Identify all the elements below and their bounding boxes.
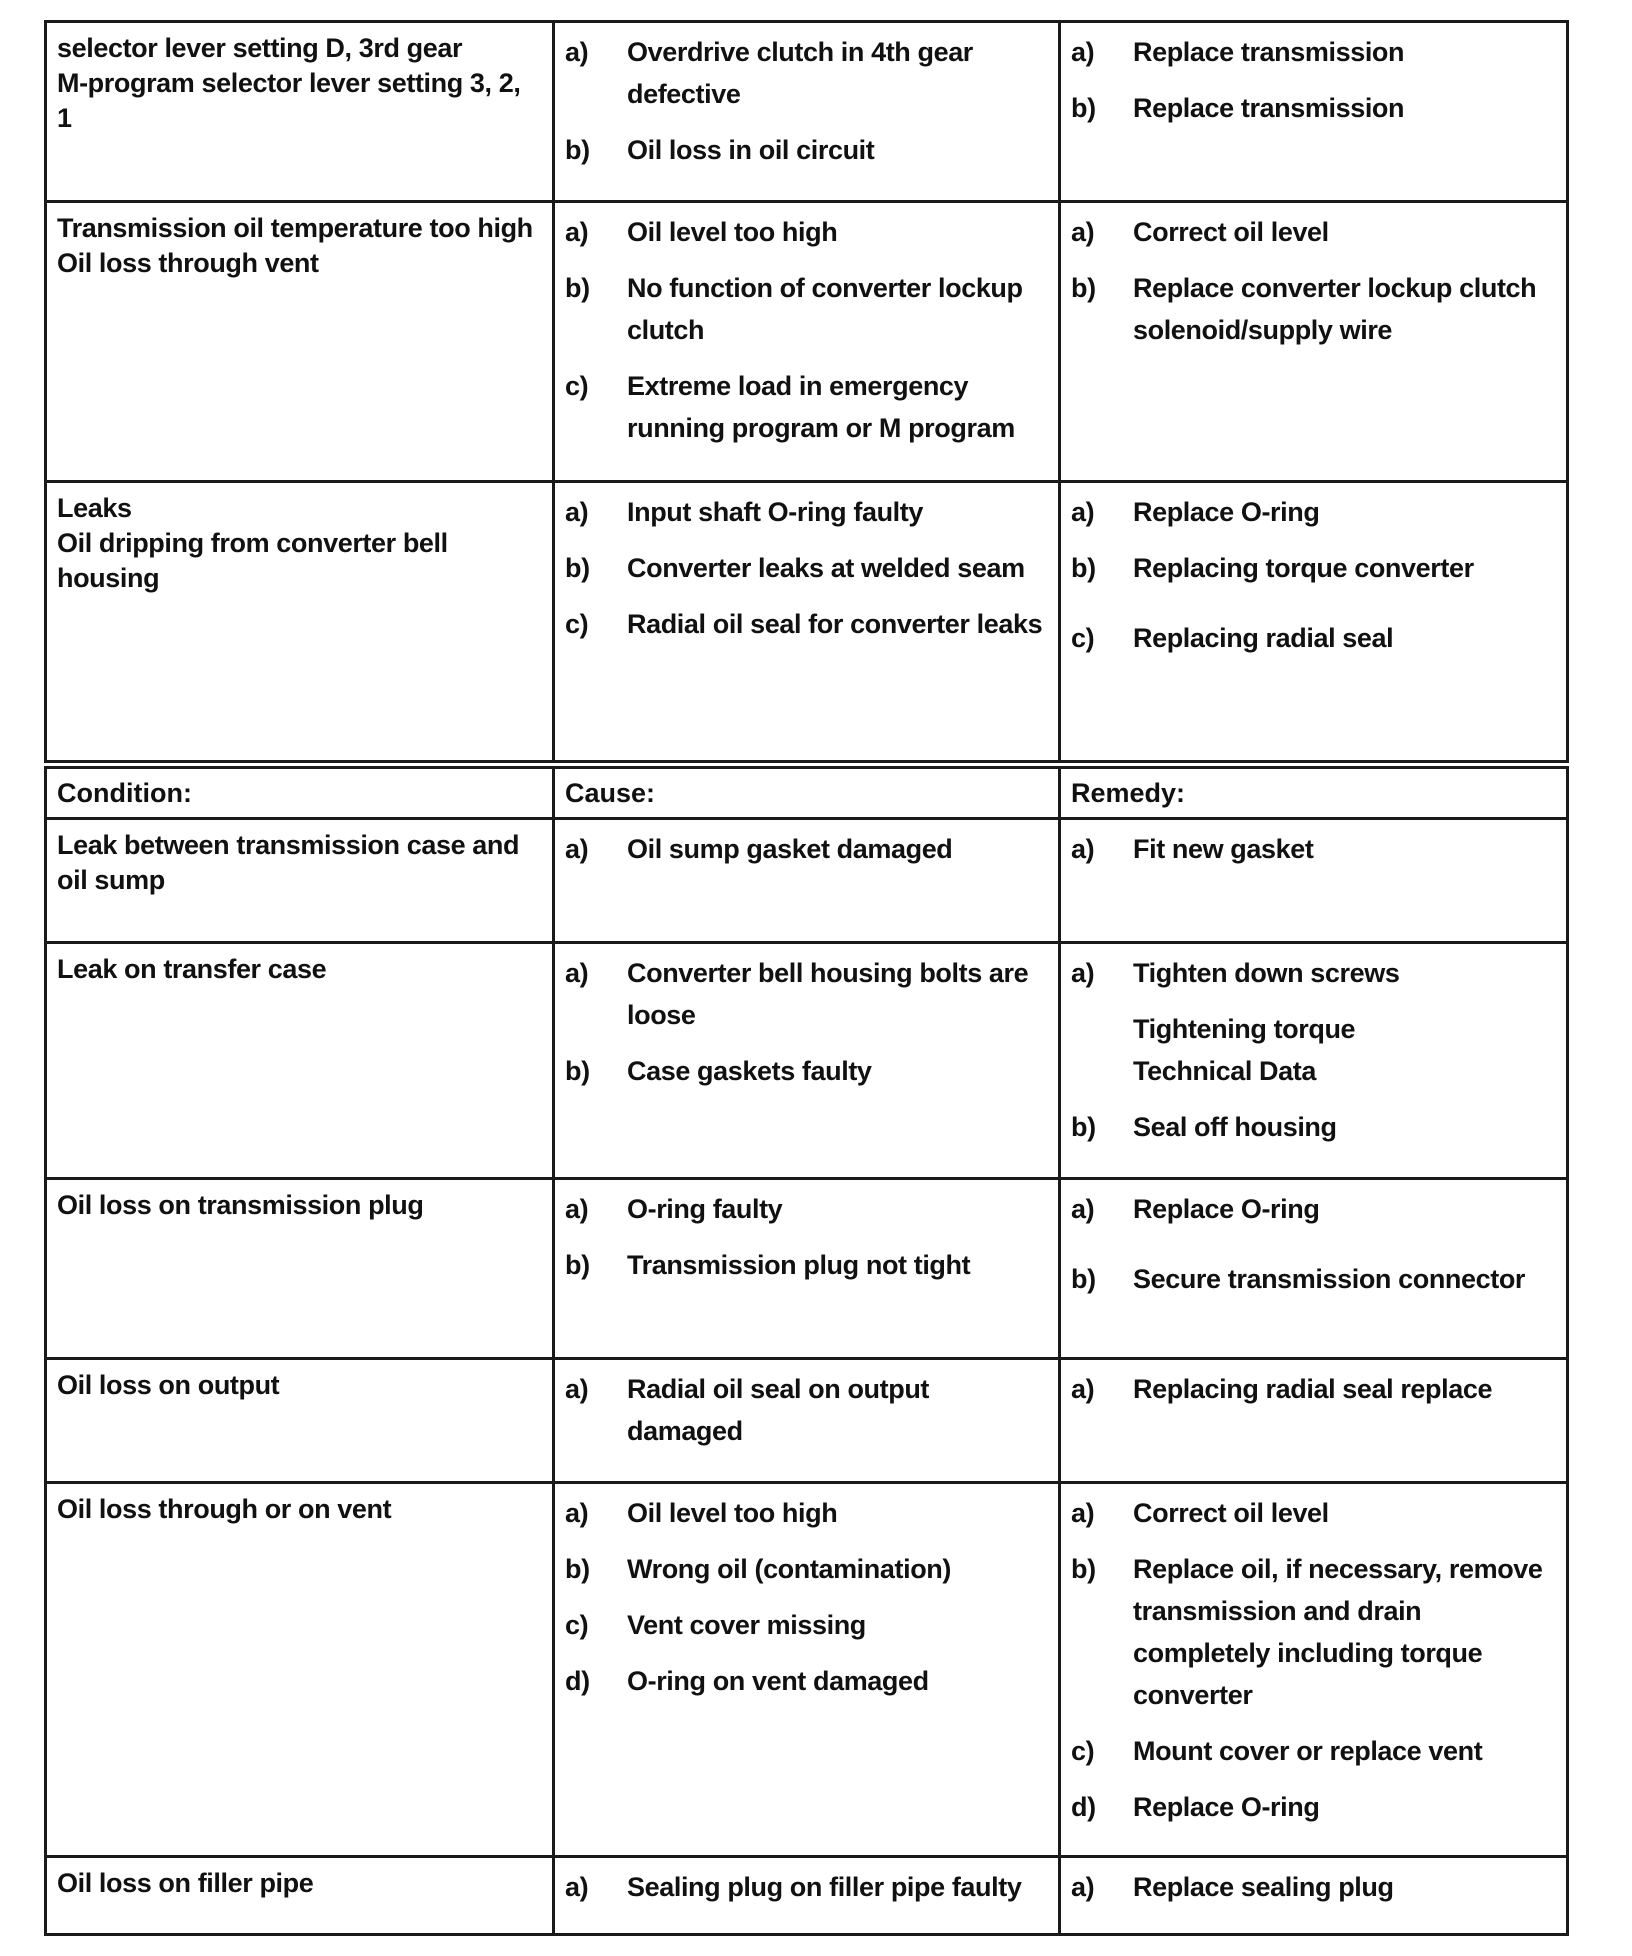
item-marker: b) [565, 1554, 590, 1584]
remedy-cell [1060, 1483, 1568, 1857]
item-marker: d) [1071, 1792, 1096, 1822]
remedy-item [1071, 1492, 1556, 1534]
remedy-item [1071, 1368, 1556, 1410]
item-marker: b) [1071, 93, 1096, 123]
item-marker: b) [565, 553, 590, 583]
remedy-item [1071, 267, 1556, 351]
item-marker: c) [1071, 623, 1095, 653]
remedy-item [1071, 547, 1556, 589]
condition-text: Oil loss through or on vent [57, 1494, 392, 1524]
item-marker: c) [1071, 1736, 1095, 1766]
item-text: Oil level too high [627, 217, 838, 247]
remedy-item [1071, 1786, 1556, 1828]
remedy-cell [1060, 1179, 1568, 1359]
table-row [46, 943, 1568, 1179]
item-marker: b) [565, 135, 590, 165]
remedy-cell [1060, 482, 1568, 762]
cause-item [565, 491, 1048, 533]
item-text: Tighten down screws [1133, 958, 1400, 988]
item-marker: b) [1071, 1264, 1096, 1294]
cause-item [565, 267, 1048, 351]
cause-cell [554, 943, 1060, 1179]
item-text: Replace transmission [1133, 37, 1405, 67]
item-text: Transmission plug not tight [627, 1250, 971, 1280]
cause-cell [554, 482, 1060, 762]
item-marker: a) [1071, 1374, 1095, 1404]
remedy-item [1071, 1548, 1556, 1716]
item-text: No function of converter lockup clutch [627, 273, 1023, 345]
cause-cell [554, 1483, 1060, 1857]
item-marker: b) [1071, 1112, 1096, 1142]
item-text: Secure transmission connector [1133, 1264, 1526, 1294]
troubleshooting-table [44, 20, 1569, 1936]
cause-item [565, 1866, 1048, 1908]
item-marker: a) [1071, 1498, 1095, 1528]
cause-cell [554, 1857, 1060, 1935]
remedy-item [1071, 1188, 1556, 1230]
condition-cell [46, 943, 554, 1179]
cause-cell [554, 1179, 1060, 1359]
item-text: Radial oil seal on output damaged [627, 1374, 930, 1446]
item-text: Replace converter lockup clutch solenoid/supply wire [1133, 273, 1537, 345]
condition-text: Leak between transmission case and oil sump [57, 830, 520, 895]
item-marker: a) [565, 497, 589, 527]
cause-item [565, 952, 1048, 1036]
item-text: Input shaft O-ring faulty [627, 497, 923, 527]
item-marker: c) [565, 1610, 589, 1640]
cause-item [565, 211, 1048, 253]
condition-text: selector lever setting D, 3rd gear M-program selector lever setting 3, 2, 1 [57, 33, 521, 133]
remedy-cell [1060, 22, 1568, 202]
remedy-item [1071, 87, 1556, 129]
item-marker [1071, 1008, 1133, 1092]
item-marker: a) [565, 958, 589, 988]
remedy-cell [1060, 943, 1568, 1179]
item-marker: a) [565, 1374, 589, 1404]
item-marker: a) [1071, 1194, 1095, 1224]
item-marker: b) [565, 273, 590, 303]
item-text: Mount cover or replace vent [1133, 1736, 1483, 1766]
item-marker: b) [1071, 1554, 1096, 1584]
item-marker: a) [565, 1872, 589, 1902]
header-row [46, 768, 1568, 819]
item-text: Extreme load in emergency running program or M program [627, 371, 1015, 443]
item-marker: a) [1071, 1872, 1095, 1902]
item-marker: a) [565, 217, 589, 247]
item-text: Oil sump gasket damaged [627, 834, 953, 864]
cause-cell [554, 1359, 1060, 1483]
remedy-cell [1060, 819, 1568, 943]
cause-item [565, 547, 1048, 589]
item-text: O-ring on vent damaged [627, 1666, 929, 1696]
cause-item [565, 1548, 1048, 1590]
item-text: Replacing radial seal replace [1133, 1374, 1493, 1404]
cause-item [565, 129, 1048, 171]
item-marker: a) [1071, 834, 1095, 864]
remedy-item [1071, 952, 1556, 994]
condition-cell [46, 1483, 554, 1857]
remedy-item [1071, 1106, 1556, 1148]
item-marker: a) [1071, 497, 1095, 527]
table-header [46, 768, 1568, 819]
condition-cell [46, 202, 554, 482]
remedy-item [1071, 828, 1556, 870]
item-text: Wrong oil (contamination) [627, 1554, 951, 1584]
remedy-item [1071, 617, 1556, 659]
cause-item [565, 1492, 1048, 1534]
item-text: Oil loss in oil circuit [627, 135, 875, 165]
condition-cell [46, 482, 554, 762]
item-marker: a) [1071, 958, 1095, 988]
cause-item [565, 603, 1048, 645]
condition-text: Oil loss on filler pipe [57, 1868, 314, 1898]
document-page [44, 20, 1566, 1936]
continued-rows [46, 22, 1568, 762]
item-text: Seal off housing [1133, 1112, 1337, 1142]
item-text: Replace O-ring [1133, 1194, 1320, 1224]
remedy-item [1071, 1730, 1556, 1772]
table-row [46, 1179, 1568, 1359]
condition-cell [46, 1179, 554, 1359]
item-marker: b) [565, 1056, 590, 1086]
item-marker: a) [565, 1194, 589, 1224]
cause-item [565, 1244, 1048, 1286]
item-text: Replace transmission [1133, 93, 1405, 123]
item-marker: c) [565, 371, 589, 401]
item-text: Tightening torque Technical Data [1133, 1014, 1356, 1086]
table-row [46, 1857, 1568, 1935]
cause-item [565, 1188, 1048, 1230]
item-text: Case gaskets faulty [627, 1056, 872, 1086]
item-marker: b) [1071, 273, 1096, 303]
remedy-item [1071, 1866, 1556, 1908]
item-marker: b) [1071, 553, 1096, 583]
remedy-item [1071, 1258, 1556, 1300]
cause-cell [554, 22, 1060, 202]
item-text: Converter leaks at welded seam [627, 553, 1025, 583]
cause-item [565, 1368, 1048, 1452]
remedy-item [1071, 1008, 1556, 1092]
header-condition: Condition: [46, 768, 554, 819]
item-text: Vent cover missing [627, 1610, 866, 1640]
item-text: Correct oil level [1133, 217, 1329, 247]
item-text: Oil level too high [627, 1498, 838, 1528]
condition-text: Leak on transfer case [57, 954, 327, 984]
cause-cell [554, 202, 1060, 482]
condition-rows [46, 819, 1568, 1935]
table-row [46, 482, 1568, 762]
cause-item [565, 1050, 1048, 1092]
item-text: Replace sealing plug [1133, 1872, 1394, 1902]
remedy-item [1071, 491, 1556, 533]
condition-cell [46, 1857, 554, 1935]
item-text: Radial oil seal for converter leaks [627, 609, 1043, 639]
item-marker: c) [565, 609, 589, 639]
table-row [46, 1359, 1568, 1483]
item-marker: b) [565, 1250, 590, 1280]
condition-text: Oil loss on output [57, 1370, 280, 1400]
condition-text: Transmission oil temperature too high Oil loss through vent [57, 213, 533, 278]
item-marker: a) [565, 1498, 589, 1528]
item-marker: a) [1071, 37, 1095, 67]
header-remedy: Remedy: [1060, 768, 1568, 819]
item-text: Replacing radial seal [1133, 623, 1394, 653]
item-marker: a) [1071, 217, 1095, 247]
item-text: Converter bell housing bolts are loose [627, 958, 1029, 1030]
condition-text: Leaks Oil dripping from converter bell housing [57, 493, 448, 593]
item-text: Fit new gasket [1133, 834, 1314, 864]
remedy-cell [1060, 1359, 1568, 1483]
item-text: Replace oil, if necessary, remove transmission and drain completely including torque converter [1133, 1554, 1543, 1710]
condition-cell [46, 1359, 554, 1483]
item-text: O-ring faulty [627, 1194, 783, 1224]
cause-item [565, 828, 1048, 870]
item-marker: d) [565, 1666, 590, 1696]
table-row [46, 819, 1568, 943]
table-row [46, 202, 1568, 482]
remedy-item [1071, 31, 1556, 73]
item-text: Correct oil level [1133, 1498, 1329, 1528]
item-text: Replace O-ring [1133, 1792, 1320, 1822]
table-row [46, 22, 1568, 202]
condition-text: Oil loss on transmission plug [57, 1190, 424, 1220]
cause-item [565, 1604, 1048, 1646]
cause-cell [554, 819, 1060, 943]
item-text: Replacing torque converter [1133, 553, 1474, 583]
item-text: Sealing plug on filler pipe faulty [627, 1872, 1022, 1902]
remedy-item [1071, 211, 1556, 253]
cause-item [565, 1660, 1048, 1702]
cause-item [565, 365, 1048, 449]
item-marker: a) [565, 37, 589, 67]
remedy-cell [1060, 202, 1568, 482]
item-text: Overdrive clutch in 4th gear defective [627, 37, 973, 109]
condition-cell [46, 819, 554, 943]
item-text: Replace O-ring [1133, 497, 1320, 527]
table-row [46, 1483, 1568, 1857]
remedy-cell [1060, 1857, 1568, 1935]
item-marker: a) [565, 834, 589, 864]
condition-cell [46, 22, 554, 202]
cause-item [565, 31, 1048, 115]
header-cause: Cause: [554, 768, 1060, 819]
